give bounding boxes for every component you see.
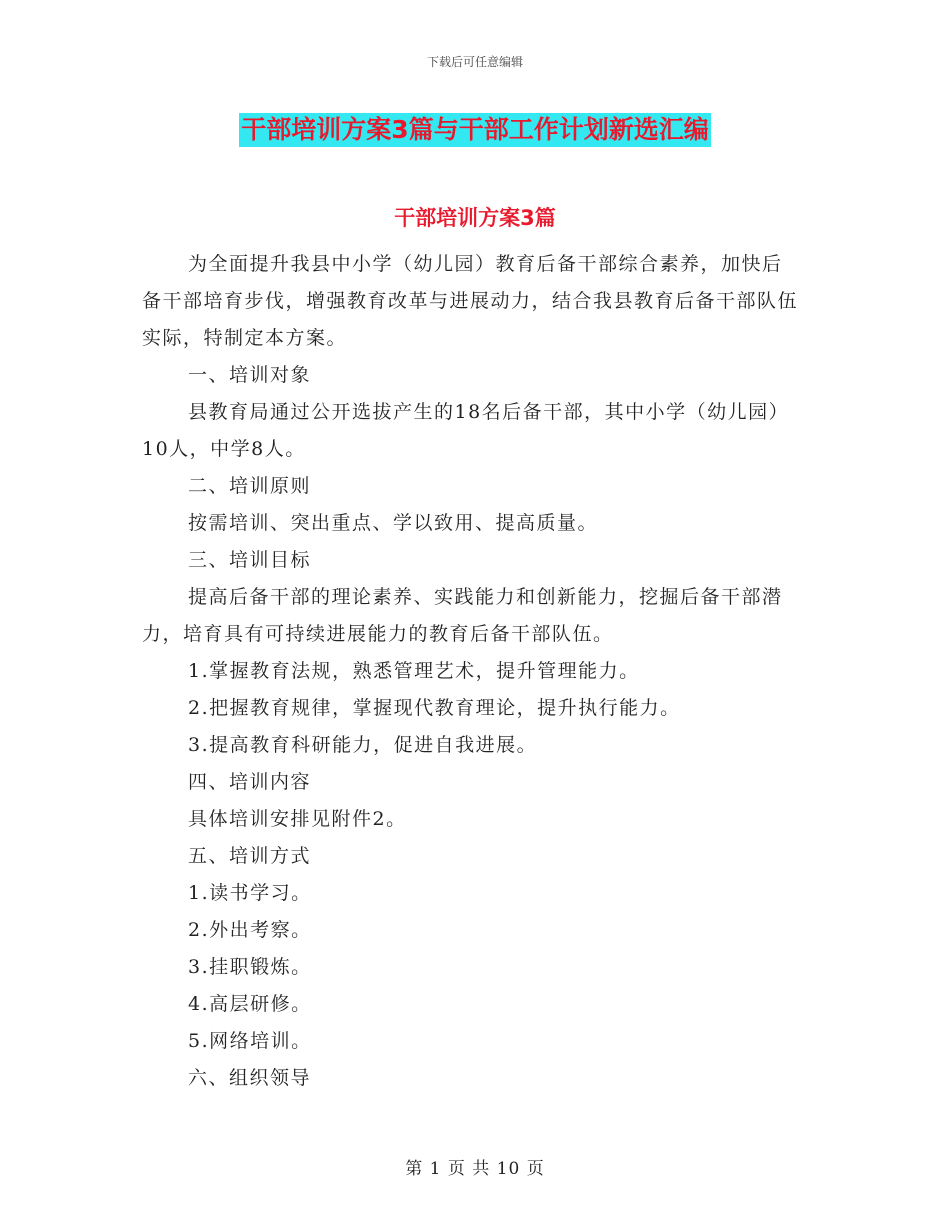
heading-training-content: 四、培训内容 — [188, 771, 312, 793]
heading-training-target: 一、培训对象 — [188, 364, 312, 386]
paragraph-training-target: 县教育局通过公开选拔产生的18名后备干部，其中小学（幼儿园）10人，中学8人。 — [142, 401, 790, 460]
method-item-1: 1.读书学习。 — [188, 882, 312, 904]
document-body — [142, 246, 802, 1097]
header-note: 下载后可任意编辑 — [426, 55, 523, 69]
method-item-5: 5.网络培训。 — [188, 1030, 312, 1052]
method-item-2: 2.外出考察。 — [188, 919, 312, 941]
method-item-4: 4.高层研修。 — [188, 993, 312, 1015]
main-title: 干部培训方案3篇与干部工作计划新选汇编 — [239, 113, 710, 147]
heading-training-principle: 二、培训原则 — [188, 475, 312, 497]
paragraph-training-goal: 提高后备干部的理论素养、实践能力和创新能力，挖掘后备干部潜力，培育具有可持续进展能力的教育后备干部队伍。 — [142, 586, 783, 645]
method-item-3: 3.挂职锻炼。 — [188, 956, 312, 978]
paragraph-training-principle: 按需培训、突出重点、学以致用、提高质量。 — [188, 512, 599, 534]
main-title-container — [0, 113, 950, 147]
intro-paragraph: 为全面提升我县中小学（幼儿园）教育后备干部综合素养，加快后备干部培育步伐，增强教育改革与进展动力，结合我县教育后备干部队伍实际，特制定本方案。 — [142, 253, 799, 349]
section-title: 干部培训方案3篇 — [394, 206, 556, 230]
goal-item-2: 2.把握教育规律，掌握现代教育理论，提升执行能力。 — [188, 697, 681, 719]
paragraph-training-content: 具体培训安排见附件2。 — [188, 808, 407, 830]
heading-training-method: 五、培训方式 — [188, 845, 312, 867]
goal-item-3: 3.提高教育科研能力，促进自我进展。 — [188, 734, 538, 756]
page-number: 第 1 页 共 10 页 — [405, 1159, 545, 1179]
heading-training-goal: 三、培训目标 — [188, 549, 312, 571]
heading-organization: 六、组织领导 — [188, 1067, 312, 1089]
goal-item-1: 1.掌握教育法规，熟悉管理艺术，提升管理能力。 — [188, 660, 640, 682]
